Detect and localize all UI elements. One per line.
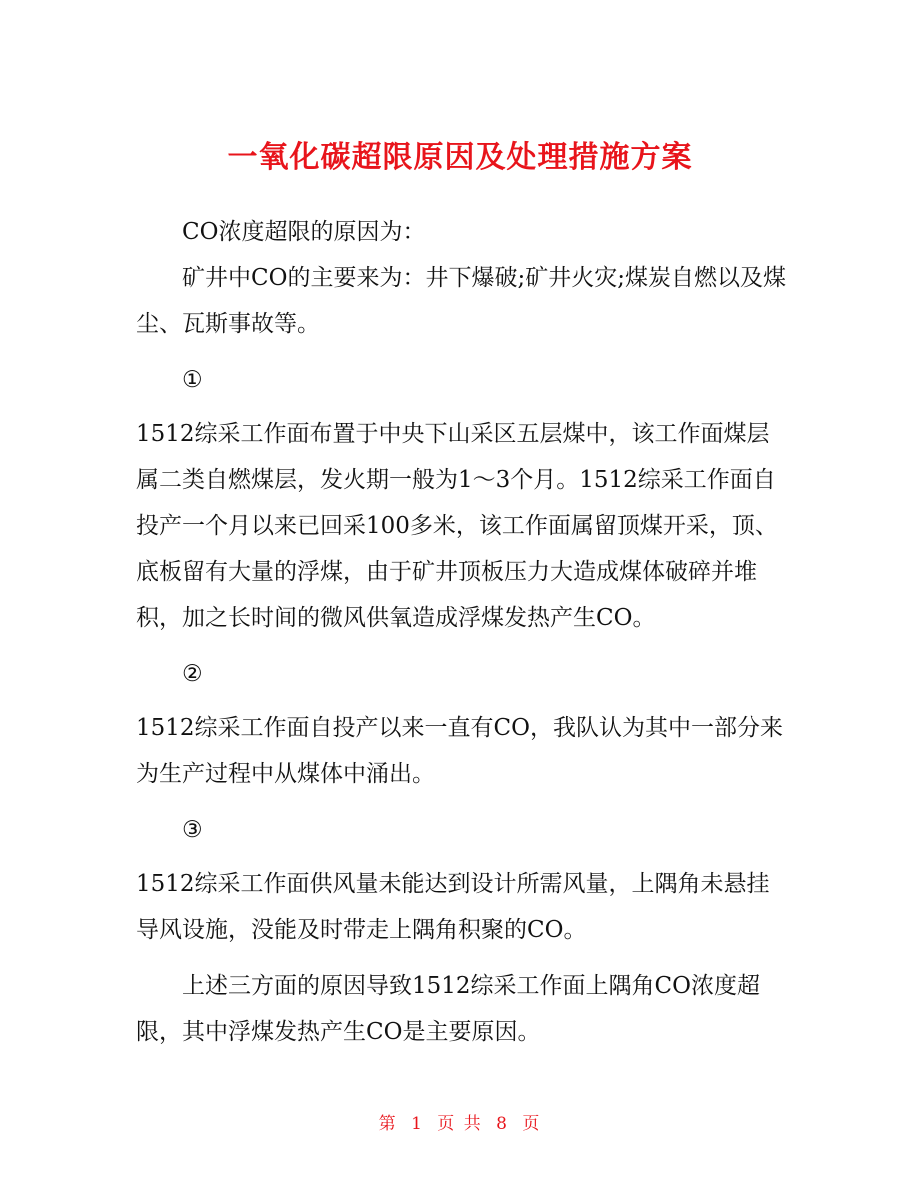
paragraph-intro: CO浓度超限的原因为： [182, 219, 426, 245]
paragraph-sources: 矿井中CO的主要来为：井下爆破;矿井火灾;煤炭自燃以及煤尘、瓦斯事故等。 [136, 265, 786, 337]
footer-total-pages: 8 [496, 1114, 509, 1134]
footer-prefix: 第 [378, 1114, 398, 1134]
page-footer [0, 1112, 920, 1136]
paragraph-reason-3: 1512综采工作面供风量未能达到设计所需风量，上隅角未悬挂导风设施，没能及时带走上隅角积聚的CO。 [136, 871, 770, 943]
page-title: 一氧化碳超限原因及处理措施方案 [227, 140, 693, 176]
paragraph-conclusion: 上述三方面的原因导致1512综采工作面上隅角CO浓度超限，其中浮煤发热产生CO是主要原因。 [136, 973, 760, 1045]
paragraph-reason-1: 1512综采工作面布置于中央下山采区五层煤中，该工作面煤层属二类自燃煤层，发火期一般为1～3个月。1512综采工作面自投产一个月以来已回采100多米，该工作面属留顶煤开采，顶、底板留有大量的浮煤，由于矿井顶板压力大造成煤体破碎并堆积，加之长时间的微风供氧造成浮煤发热产生CO。 [136, 421, 778, 631]
footer-middle: 页 共 [437, 1114, 483, 1134]
footer-suffix: 页 [522, 1114, 542, 1134]
footer-current-page: 1 [411, 1114, 424, 1134]
item-marker-3: ③ [182, 817, 203, 843]
paragraph-reason-2: 1512综采工作面自投产以来一直有CO，我队认为其中一部分来为生产过程中从煤体中涌出。 [136, 715, 783, 787]
item-marker-1: ① [182, 367, 203, 393]
document-body [136, 209, 788, 1055]
item-marker-2: ② [182, 661, 203, 687]
